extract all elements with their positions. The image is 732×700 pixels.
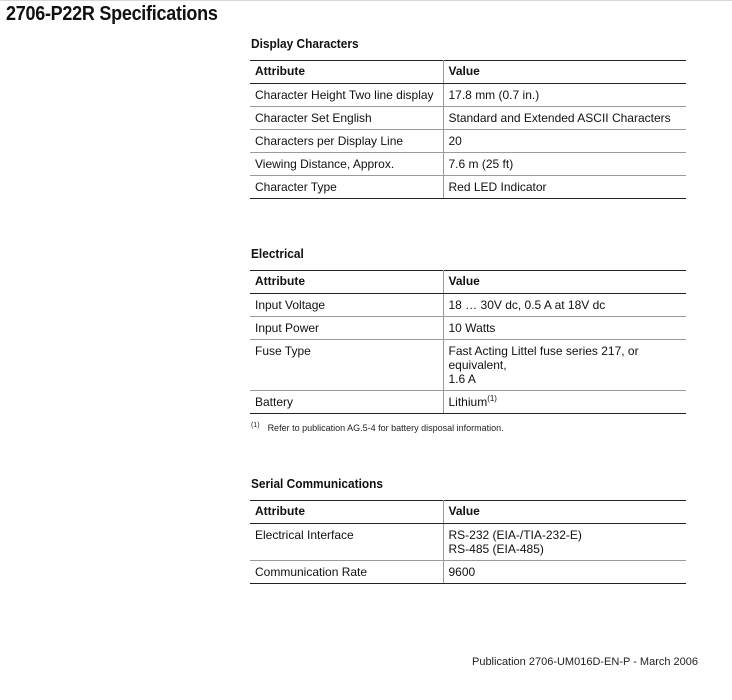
table-row — [250, 153, 686, 176]
table-row — [250, 107, 686, 130]
attribute-cell: Character Height Two line display — [250, 84, 443, 107]
column-header-attribute: Attribute — [250, 61, 443, 84]
column-header-value: Value — [443, 501, 686, 524]
value-cell — [443, 107, 686, 130]
table-row — [250, 294, 686, 317]
attribute-cell: Character Type — [250, 176, 443, 199]
value-cell — [443, 340, 686, 391]
value-text: Standard and Extended ASCII Characters — [448, 111, 671, 125]
footnote-mark: (1) — [251, 422, 260, 429]
value-line — [449, 298, 682, 312]
page-title: 2706-P22R Specifications — [6, 3, 218, 25]
spec-table — [250, 60, 686, 199]
attribute-cell: Battery — [250, 391, 443, 414]
value-line — [449, 321, 682, 335]
table-row — [250, 317, 686, 340]
value-text: 18 … 30V dc, 0.5 A at 18V dc — [448, 298, 606, 312]
value-text: Fast Acting Littel fuse series 217, or equivalent, — [448, 344, 639, 372]
footnote-reference: (1) — [487, 394, 497, 403]
table-row — [250, 561, 686, 584]
column-header-attribute: Attribute — [250, 501, 443, 524]
section-heading: Display Characters — [251, 37, 359, 51]
value-cell — [443, 84, 686, 107]
column-header-value: Value — [443, 271, 686, 294]
value-line — [449, 111, 682, 125]
value-text: RS-232 (EIA-/TIA-232-E) — [448, 528, 582, 542]
value-line — [449, 344, 682, 372]
value-cell — [443, 317, 686, 340]
footnote — [251, 422, 686, 433]
spec-table — [250, 500, 686, 584]
column-header-value: Value — [443, 61, 686, 84]
value-line — [449, 565, 682, 579]
value-line — [449, 157, 682, 171]
footnote-text: Refer to publication AG.5-4 for battery disposal information. — [267, 423, 504, 433]
value-line — [449, 88, 682, 102]
value-text: 10 Watts — [448, 321, 496, 335]
value-cell — [443, 524, 686, 561]
section-heading: Electrical — [251, 247, 304, 261]
value-line — [449, 542, 682, 556]
table-row — [250, 524, 686, 561]
section-heading: Serial Communications — [251, 477, 383, 491]
value-text: 20 — [448, 134, 462, 148]
value-cell — [443, 130, 686, 153]
section-serial-communications — [250, 477, 686, 584]
value-text: RS-485 (EIA-485) — [448, 542, 544, 556]
value-line — [449, 180, 682, 194]
table-row — [250, 84, 686, 107]
table-row — [250, 130, 686, 153]
value-text: 9600 — [448, 565, 476, 579]
table-row — [250, 176, 686, 199]
value-cell — [443, 153, 686, 176]
top-border — [0, 0, 732, 1]
value-text: 17.8 mm (0.7 in.) — [448, 88, 540, 102]
column-header-attribute: Attribute — [250, 271, 443, 294]
value-cell — [443, 294, 686, 317]
section-electrical — [250, 247, 686, 433]
spec-table — [250, 270, 686, 414]
table-row — [250, 391, 686, 414]
attribute-cell: Character Set English — [250, 107, 443, 130]
table-row — [250, 340, 686, 391]
attribute-cell: Electrical Interface — [250, 524, 443, 561]
table-header-row — [250, 61, 686, 84]
attribute-cell: Viewing Distance, Approx. — [250, 153, 443, 176]
value-cell — [443, 561, 686, 584]
section-display-characters — [250, 37, 686, 199]
attribute-cell: Input Voltage — [250, 294, 443, 317]
value-text: Lithium — [448, 395, 488, 409]
value-text: Red LED Indicator — [448, 180, 547, 194]
attribute-cell: Input Power — [250, 317, 443, 340]
value-text: 1.6 A — [448, 372, 476, 386]
publication-footer: Publication 2706-UM016D-EN-P - March 2006 — [471, 656, 698, 668]
value-line — [449, 528, 682, 542]
table-header-row — [250, 501, 686, 524]
value-text: 7.6 m (25 ft) — [448, 157, 514, 171]
attribute-cell: Communication Rate — [250, 561, 443, 584]
value-line — [449, 134, 682, 148]
value-line — [449, 395, 682, 409]
table-header-row — [250, 271, 686, 294]
value-line — [449, 372, 682, 386]
value-cell — [443, 391, 686, 414]
attribute-cell: Fuse Type — [250, 340, 443, 391]
attribute-cell: Characters per Display Line — [250, 130, 443, 153]
value-cell — [443, 176, 686, 199]
